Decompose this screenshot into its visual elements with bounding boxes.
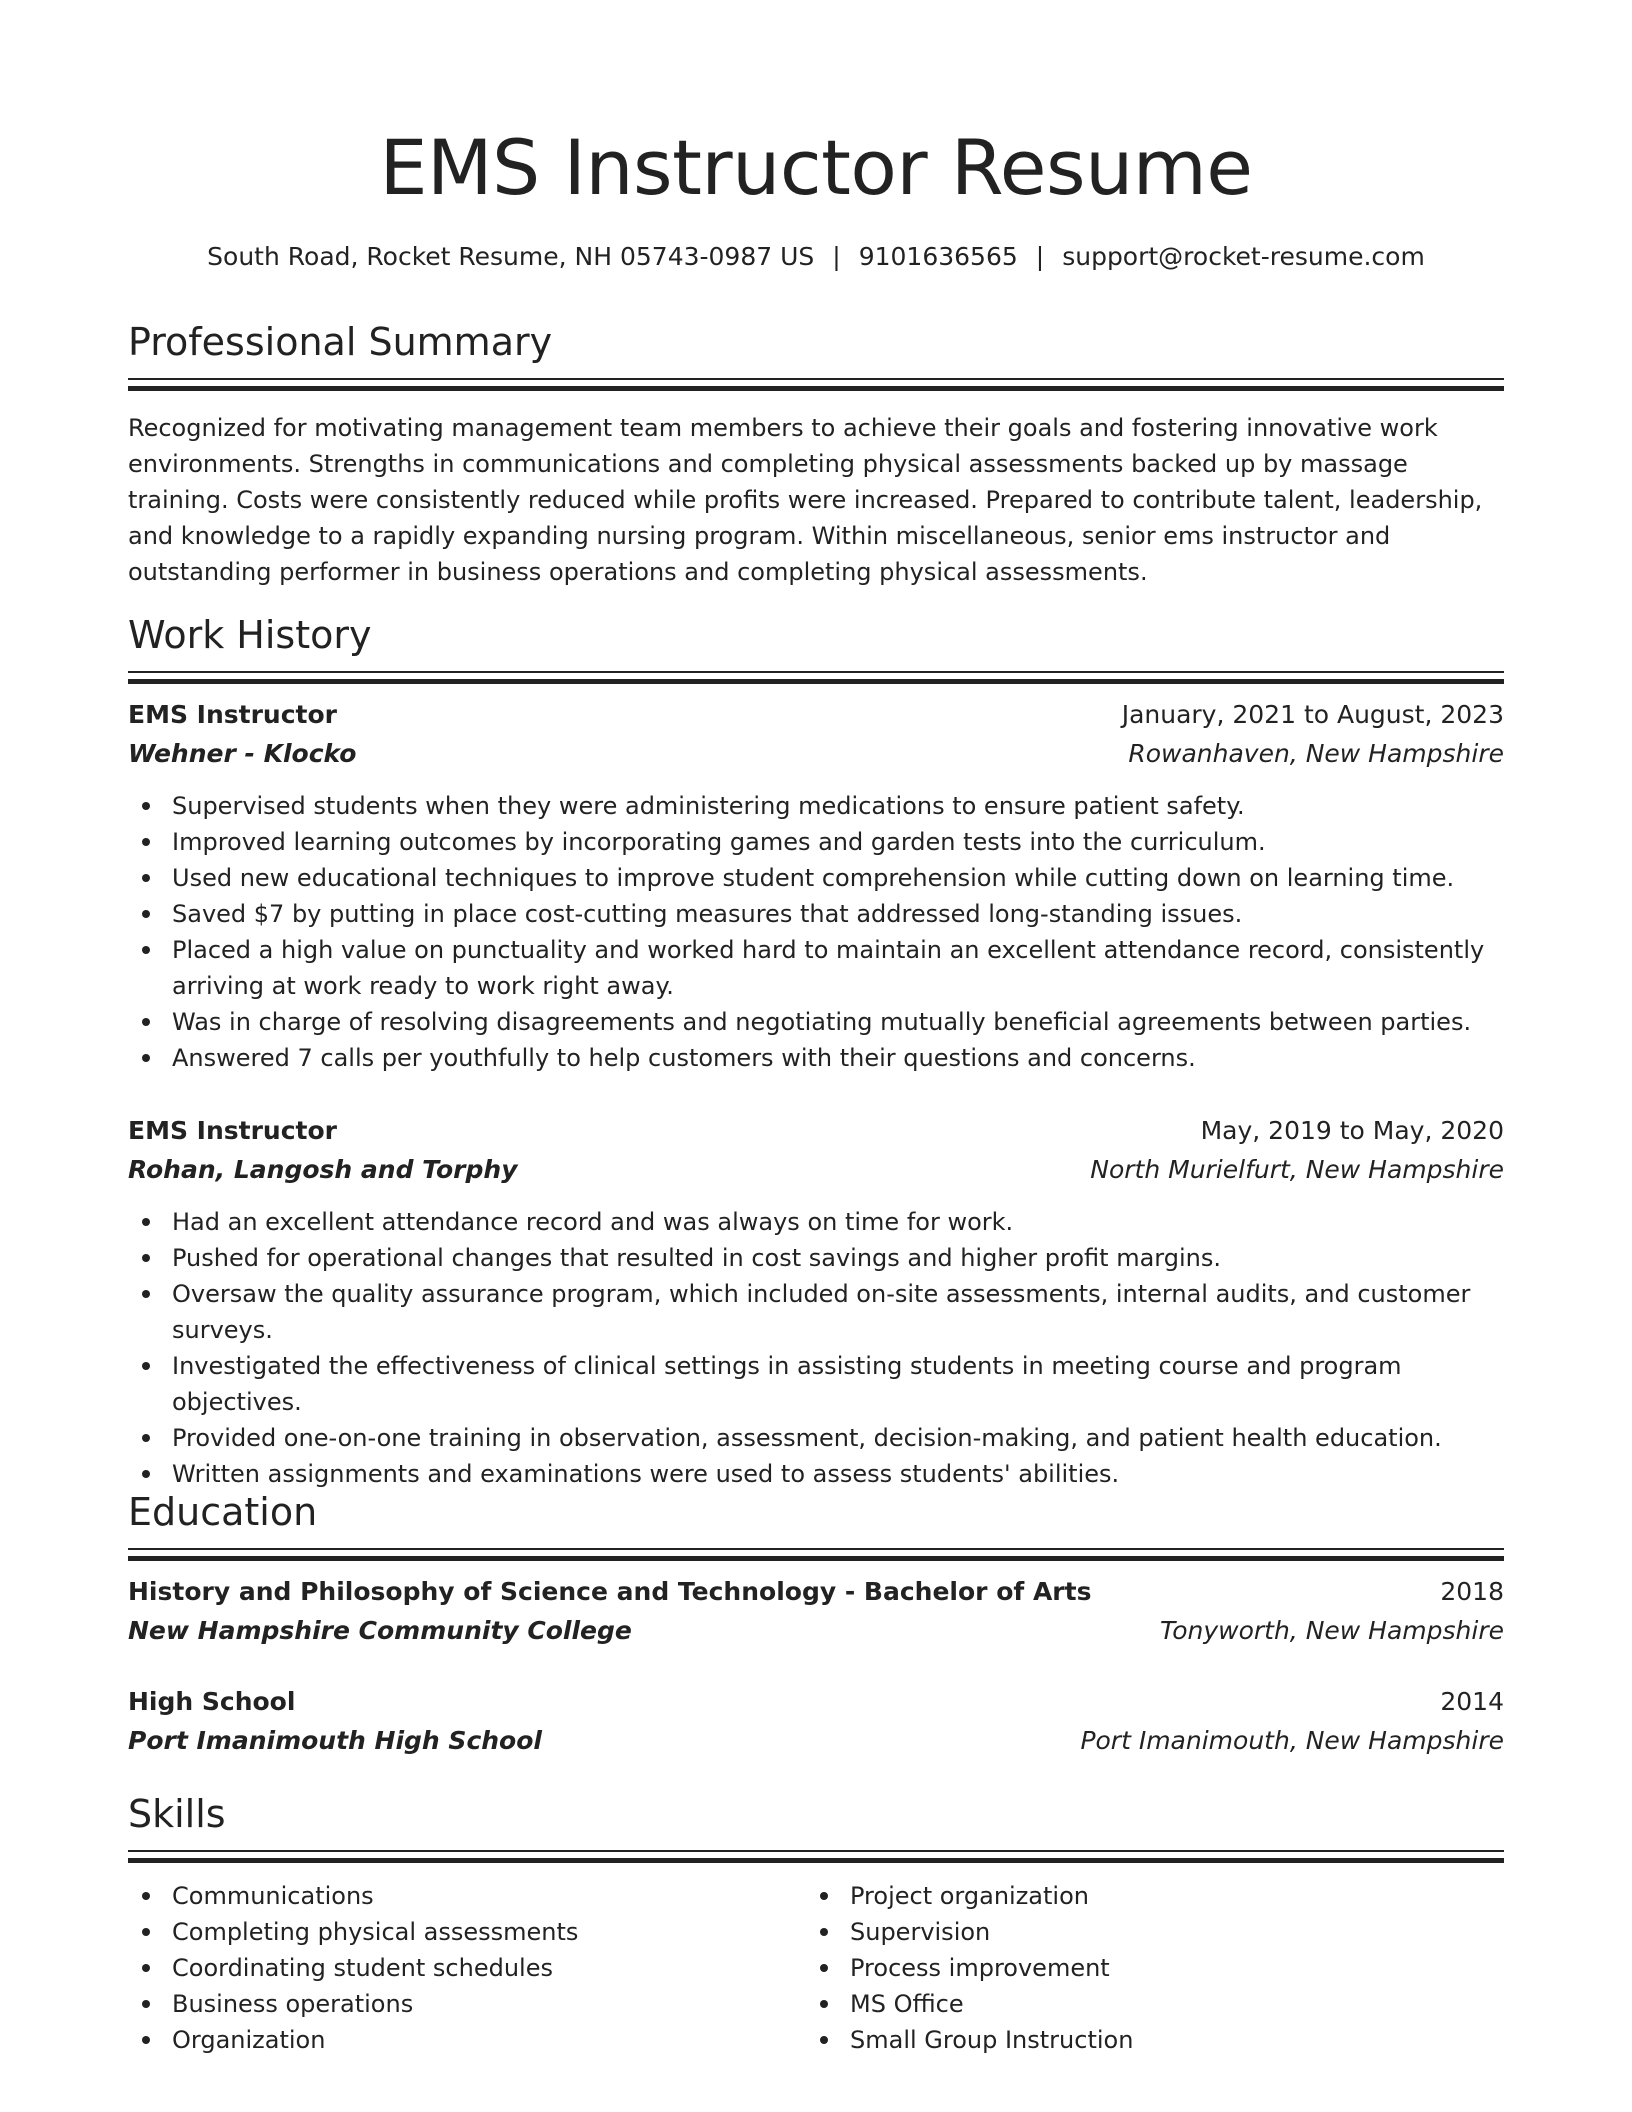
list-item: Investigated the effectiveness of clinical settings in assisting students in meeting course and program objectives. xyxy=(128,1348,1504,1420)
education-entry xyxy=(128,1683,1504,1761)
contact-line xyxy=(128,240,1504,274)
skills-columns xyxy=(128,1878,1504,2058)
page-title: EMS Instructor Resume xyxy=(379,123,1253,212)
summary-heading: Professional Summary xyxy=(128,320,553,364)
job-entry xyxy=(128,696,1504,1076)
section-divider xyxy=(128,1850,1504,1864)
work-section xyxy=(128,609,1504,685)
job-location: North Murielfurt, New Hampshire xyxy=(1090,1155,1504,1184)
list-item: Saved $7 by putting in place cost-cutting measures that addressed long-standing issues. xyxy=(128,896,1504,932)
list-item: Used new educational techniques to improve student comprehension while cutting down on learning time. xyxy=(128,860,1504,896)
list-item: Supervised students when they were administering medications to ensure patient safety. xyxy=(128,788,1504,824)
job-location: Rowanhaven, New Hampshire xyxy=(1128,739,1504,768)
list-item: Process improvement xyxy=(806,1950,1484,1986)
contact-phone: 9101636565 xyxy=(858,242,1018,271)
education-degree: History and Philosophy of Science and Technology - Bachelor of Arts xyxy=(128,1577,1092,1606)
education-section xyxy=(128,1486,1504,1562)
list-item: Project organization xyxy=(806,1878,1484,1914)
education-location: Tonyworth, New Hampshire xyxy=(1160,1616,1504,1645)
list-item: Written assignments and examinations were used to assess students' abilities. xyxy=(128,1456,1504,1492)
education-entry xyxy=(128,1573,1504,1651)
contact-address: South Road, Rocket Resume, NH 05743-0987 US xyxy=(207,242,815,271)
list-item: Pushed for operational changes that resulted in cost savings and higher profit margins. xyxy=(128,1240,1504,1276)
list-item: Improved learning outcomes by incorporating games and garden tests into the curriculum. xyxy=(128,824,1504,860)
list-item: Completing physical assessments xyxy=(128,1914,806,1950)
summary-section xyxy=(128,316,1504,590)
list-item: Communications xyxy=(128,1878,806,1914)
skills-list-right xyxy=(806,1878,1484,2058)
job-entry xyxy=(128,1112,1504,1492)
summary-text: Recognized for motivating management team members to achieve their goals and fostering innovative work environments. Strengths in communications and completing physical assessments backed up by massage training. Costs were consistently reduced while profits were increased. Prepared to contribute talent, leadership, and knowledge to a rapidly expanding nursing program. Within miscellaneous, senior ems instructor and outstanding performer in business operations and completing physical assessments. xyxy=(128,414,1483,586)
section-divider xyxy=(128,671,1504,685)
education-heading: Education xyxy=(128,1490,318,1534)
section-divider xyxy=(128,378,1504,392)
list-item: Placed a high value on punctuality and worked hard to maintain an excellent attendance record, consistently arriving at work ready to work right away. xyxy=(128,932,1504,1004)
education-school: New Hampshire Community College xyxy=(128,1616,632,1645)
contact-separator: | xyxy=(832,242,841,271)
job-title: EMS Instructor xyxy=(128,1116,337,1145)
list-item: Business operations xyxy=(128,1986,806,2022)
job-dates: May, 2019 to May, 2020 xyxy=(1200,1116,1504,1145)
job-bullets xyxy=(128,788,1504,1076)
skills-heading: Skills xyxy=(128,1792,226,1836)
list-item: Provided one-on-one training in observation, assessment, decision-making, and patient health education. xyxy=(128,1420,1504,1456)
job-bullets xyxy=(128,1204,1504,1492)
section-divider xyxy=(128,1548,1504,1562)
list-item: Coordinating student schedules xyxy=(128,1950,806,1986)
education-location: Port Imanimouth, New Hampshire xyxy=(1080,1726,1504,1755)
list-item: Answered 7 calls per youthfully to help customers with their questions and concerns. xyxy=(128,1040,1504,1076)
list-item: Was in charge of resolving disagreements and negotiating mutually beneficial agreements between parties. xyxy=(128,1004,1504,1040)
job-dates: January, 2021 to August, 2023 xyxy=(1121,700,1504,729)
skills-list-left xyxy=(128,1878,806,2058)
skills-section xyxy=(128,1788,1504,2058)
job-company: Wehner - Klocko xyxy=(128,739,357,768)
list-item: Small Group Instruction xyxy=(806,2022,1484,2058)
education-year: 2018 xyxy=(1440,1577,1504,1606)
list-item: MS Office xyxy=(806,1986,1484,2022)
education-degree: High School xyxy=(128,1687,296,1716)
list-item: Had an excellent attendance record and was always on time for work. xyxy=(128,1204,1504,1240)
contact-email: support@rocket-resume.com xyxy=(1062,242,1425,271)
list-item: Supervision xyxy=(806,1914,1484,1950)
work-heading: Work History xyxy=(128,613,372,657)
job-company: Rohan, Langosh and Torphy xyxy=(128,1155,518,1184)
contact-separator: | xyxy=(1035,242,1045,271)
education-year: 2014 xyxy=(1440,1687,1504,1716)
education-school: Port Imanimouth High School xyxy=(128,1726,542,1755)
list-item: Organization xyxy=(128,2022,806,2058)
list-item: Oversaw the quality assurance program, which included on-site assessments, internal audits, and customer surveys. xyxy=(128,1276,1504,1348)
job-title: EMS Instructor xyxy=(128,700,337,729)
